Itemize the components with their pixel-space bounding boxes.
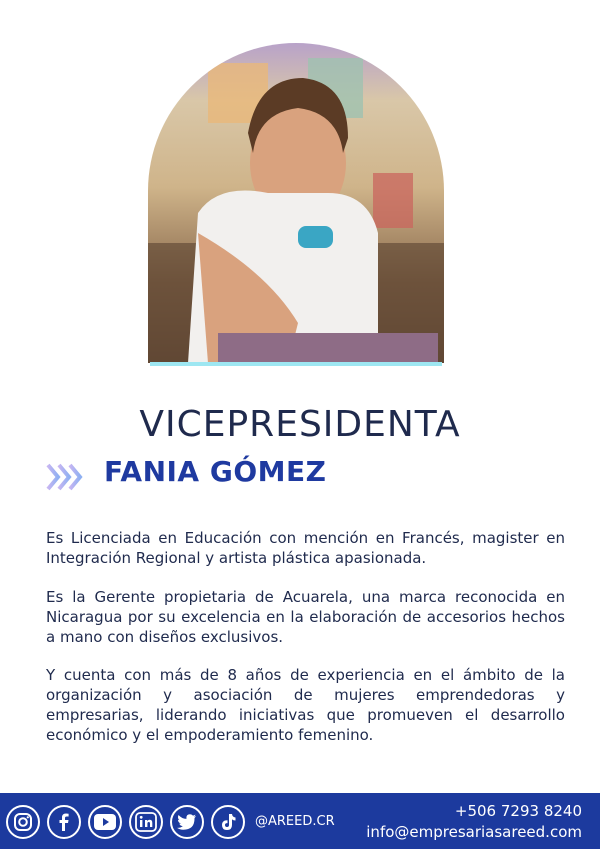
email-address[interactable]: info@empresariasareed.com [366,823,582,841]
bio-paragraph-2: Es la Gerente propietaria de Acuarela, una marca reconocida en Nicaragua por su excelencia en la elaboración de accesorios hechos a mano con diseños exclusivos. [46,588,565,646]
twitter-icon[interactable] [170,805,204,839]
instagram-icon[interactable] [6,805,40,839]
profile-photo [148,43,444,363]
tiktok-icon[interactable] [211,805,245,839]
chevrons-icon [46,462,90,497]
youtube-icon[interactable] [88,805,122,839]
phone-number[interactable]: +506 7293 8240 [454,802,582,820]
bio-paragraph-3: Y cuenta con más de 8 años de experiencia en el ámbito de la organización y asociación de mujeres emprendedoras y empresarias, liderando iniciativas que promueven el desarrollo económico y el empoderamiento femenino. [46,666,565,744]
photo-accent-line [150,362,442,366]
social-handle[interactable]: @AREED.CR [255,814,335,829]
person-name: FANIA GÓMEZ [104,455,327,488]
bio-paragraph-1: Es Licenciada en Educación con mención en Francés, magister en Integración Regional y artista plástica apasionada. [46,529,565,567]
facebook-icon[interactable] [47,805,81,839]
role-title: VICEPRESIDENTA [139,404,461,445]
linkedin-icon[interactable] [129,805,163,839]
